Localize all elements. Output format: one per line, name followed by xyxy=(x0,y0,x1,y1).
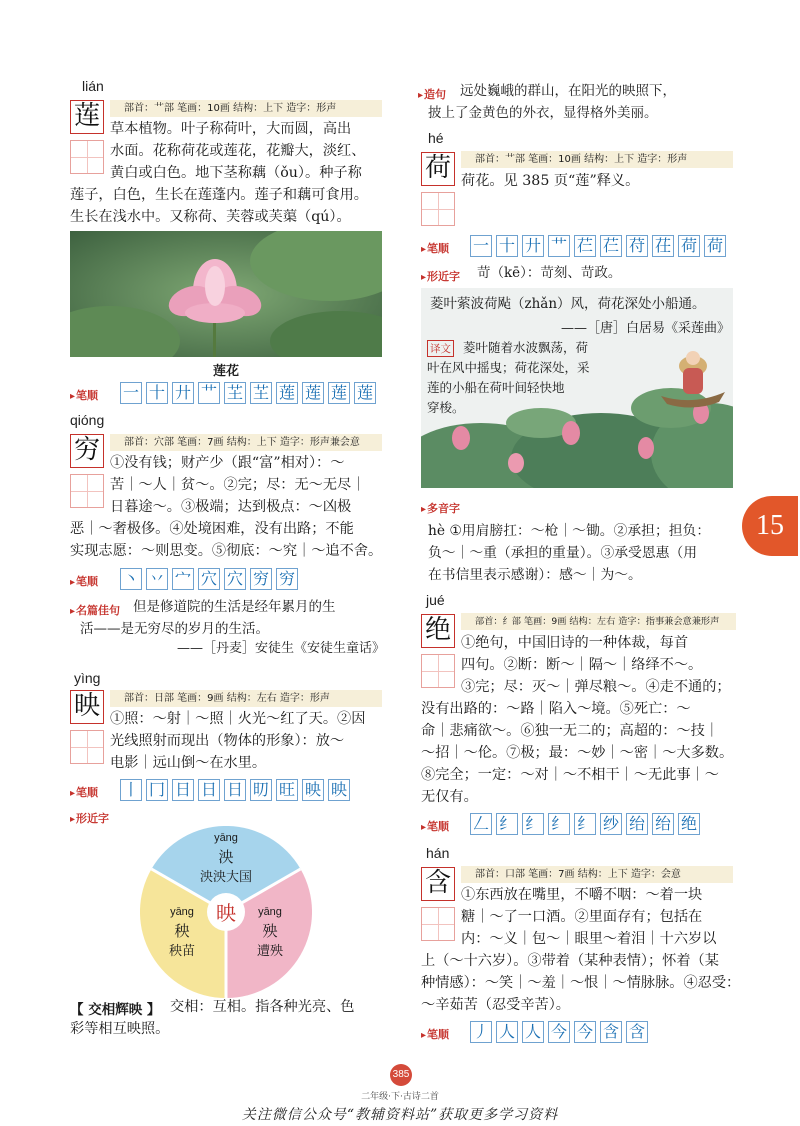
definition-lian-5: 生长在浅水中。又称荷、芙蓉或芙蕖（qú）。 xyxy=(70,209,351,225)
poem-source: ——［唐］白居易《采莲曲》 xyxy=(560,321,730,336)
stroke-step: 丷 xyxy=(146,568,168,590)
stroke-step: 绐 xyxy=(652,813,674,835)
stroke-step: 旺 xyxy=(276,779,298,801)
similar-top-pinyin: yāng xyxy=(214,832,238,844)
translation-line-3: 莲的小船在荷叶间轻快地 xyxy=(427,380,565,395)
stroke-step: 绐 xyxy=(626,813,648,835)
definition-qiong-3: 日暮途～。③极端；达到极点：～凶极 xyxy=(110,499,352,515)
stroke-step: 芏 xyxy=(250,382,272,404)
stroke-step: 映 xyxy=(302,779,324,801)
definition-ying-2: 光线照射而现出（物体的形象）：放～ xyxy=(110,733,345,749)
lotus-photo xyxy=(70,231,382,357)
pinyin-jue: jué xyxy=(426,592,445,608)
definition-jue-3: ③完；尽：灭～｜弹尽粮～。④走不通的； xyxy=(461,679,731,695)
example-line-1: 远处巍峨的群山，在阳光的映照下， xyxy=(460,83,676,99)
stroke-order-he xyxy=(470,235,726,257)
char-info-jue: 部首：纟部 笔画：9画 结构：左右 造字：指事兼会意兼形声 xyxy=(461,613,736,630)
stroke-step: 廾 xyxy=(172,382,194,404)
writing-grid xyxy=(70,140,104,174)
stroke-step: 纟 xyxy=(548,813,570,835)
stroke-step: 莲 xyxy=(328,382,350,404)
definition-qiong-4: 恶｜～奢极侈。④处境困难，没有出路；不能 xyxy=(70,521,354,537)
headword-he: 荷 xyxy=(421,152,455,186)
definition-han-1: ①东西放在嘴里，不嚼不咽：～着一块 xyxy=(461,887,703,903)
example-line-2: 披上了金黄色的外衣，显得格外美丽。 xyxy=(428,105,658,121)
stroke-step: 宀 xyxy=(172,568,194,590)
writing-grid xyxy=(421,907,455,941)
stroke-step: 穷 xyxy=(250,568,272,590)
stroke-step: 纱 xyxy=(600,813,622,835)
example-label: ▸ 造句 xyxy=(418,86,446,102)
stroke-step: 廾 xyxy=(522,235,544,257)
stroke-step: 一 xyxy=(120,382,142,404)
headword-han: 含 xyxy=(421,867,455,901)
definition-jue-6: ～招｜～伦。⑦极；最：～妙｜～密｜～大多数。 xyxy=(421,745,734,761)
writing-grid xyxy=(421,192,455,226)
definition-qiong-1: ①没有钱；财产少（跟“富”相对）：～ xyxy=(110,455,345,471)
similar-label-he: ▸ 形近字 xyxy=(421,268,460,284)
photo-caption: 莲花 xyxy=(212,364,239,379)
stroke-step: 穴 xyxy=(198,568,220,590)
phrase-title: 【 交相辉映 】 xyxy=(70,1002,161,1018)
stroke-order-qiong xyxy=(120,568,298,590)
definition-jue-4: 没有出路的：～路｜陷入～境。⑤死亡：～ xyxy=(421,701,691,717)
definition-lian-4: 莲子，白色，生长在莲蓬内。莲子和藕可食用。 xyxy=(70,187,368,203)
stroke-step: 莲 xyxy=(354,382,376,404)
stroke-step: 荷 xyxy=(678,235,700,257)
stroke-label-lian: ▸ 笔顺 xyxy=(70,387,98,403)
similar-right-pinyin: yāng xyxy=(258,906,282,918)
stroke-step: 穷 xyxy=(276,568,298,590)
translation-line-1: 菱叶随着水波飘荡，荷 xyxy=(463,340,589,355)
stroke-order-ying xyxy=(120,779,350,801)
stroke-step: 人 xyxy=(496,1021,518,1043)
stroke-step: 绝 xyxy=(678,813,700,835)
stroke-step: 旫 xyxy=(250,779,272,801)
stroke-step: 穴 xyxy=(224,568,246,590)
definition-ying-3: 电影｜远山倒～在水里。 xyxy=(110,755,267,771)
translation-line-4: 穿梭。 xyxy=(427,400,465,415)
stroke-step: 丨 xyxy=(120,779,142,801)
headword-qiong: 穷 xyxy=(70,434,104,468)
quote-label: ▸ 名篇佳句 xyxy=(70,602,120,618)
stroke-step: 莲 xyxy=(276,382,298,404)
stroke-step: 十 xyxy=(496,235,518,257)
pinyin-qiong: qióng xyxy=(70,412,105,428)
definition-ying-1: ①照：～射｜～照｜火光～红了天。②因 xyxy=(110,711,366,727)
stroke-label-he: ▸ 笔顺 xyxy=(421,240,449,256)
chapter-tab[interactable]: 15 xyxy=(742,496,798,556)
polyphone-line-3: 在书信里表示感谢）：感～｜为～。 xyxy=(428,567,642,583)
phrase-line-1: 交相：互相。指各种光亮、色 xyxy=(170,999,355,1015)
stroke-step: 一 xyxy=(470,235,492,257)
stroke-step: 今 xyxy=(548,1021,570,1043)
stroke-step: 𠃋 xyxy=(470,813,492,835)
polyphone-label: ▸ 多音字 xyxy=(421,500,460,516)
stroke-step: 日 xyxy=(198,779,220,801)
char-info-ying: 部首：日部 笔画：9画 结构：左右 造字：形声 xyxy=(110,690,382,707)
definition-jue-5: 命｜悲痛欲～。⑥独一无二的；高超的：～技｜ xyxy=(421,723,719,739)
definition-han-2: 糖｜～了一口酒。②里面存有；包括在 xyxy=(461,909,703,925)
stroke-step: 艹 xyxy=(548,235,570,257)
writing-grid xyxy=(70,730,104,764)
similar-left-pinyin: yāng xyxy=(170,906,194,918)
similar-top-word: 泱泱大国 xyxy=(199,870,252,885)
stroke-step: 含 xyxy=(626,1021,648,1043)
similar-center-char: 映 xyxy=(216,901,236,925)
headword-ying: 映 xyxy=(70,690,104,724)
stroke-step: 冂 xyxy=(146,779,168,801)
stroke-label-jue: ▸ 笔顺 xyxy=(421,818,449,834)
pinyin-lian: lián xyxy=(82,78,104,94)
definition-qiong-5: 实现志愿：～则思变。⑤彻底：～究｜～追不舍。 xyxy=(70,543,383,559)
stroke-order-lian xyxy=(120,382,376,404)
similar-left-word: 秧苗 xyxy=(168,944,195,959)
stroke-step: 映 xyxy=(328,779,350,801)
char-info-qiong: 部首：穴部 笔画：7画 结构：上下 造字：形声兼会意 xyxy=(110,434,382,451)
stroke-step: 今 xyxy=(574,1021,596,1043)
stroke-step: 丿 xyxy=(470,1021,492,1043)
stroke-step: 含 xyxy=(600,1021,622,1043)
similar-left-char: 秧 xyxy=(174,922,190,940)
stroke-step: 芏 xyxy=(224,382,246,404)
definition-jue-7: ⑧完全；一定：～对｜～不相干｜～无此事｜～ xyxy=(421,767,719,783)
translation-line-2: 叶在风中摇曳；荷花深处，采 xyxy=(427,360,590,375)
stroke-step: 日 xyxy=(224,779,246,801)
definition-jue-2: 四句。②断：断～｜隔～｜络绎不～。 xyxy=(461,657,703,673)
stroke-step: 莲 xyxy=(302,382,324,404)
stroke-step: 日 xyxy=(172,779,194,801)
char-info-he: 部首：艹部 笔画：10画 结构：上下 造字：形声 xyxy=(461,151,733,168)
quote-source: ——［丹麦］安徒生《安徒生童话》 xyxy=(176,641,385,656)
definition-han-6: ～辛茹苦（忍受辛苦）。 xyxy=(421,997,570,1013)
stroke-step: 苻 xyxy=(626,235,648,257)
similar-label-ying: ▸ 形近字 xyxy=(70,810,109,826)
quote-line-1: 但是修道院的生活是经年累月的生 xyxy=(133,599,336,615)
definition-lian-3: 黄白或白色。地下茎称藕（ǒu）。种子称 xyxy=(110,165,362,181)
stroke-step: 茌 xyxy=(652,235,674,257)
stroke-step: 人 xyxy=(522,1021,544,1043)
translation-label: 译文 xyxy=(427,340,454,357)
char-info-han: 部首：口部 笔画：7画 结构：上下 造字：会意 xyxy=(461,866,733,883)
definition-han-3: 内：～义｜包～｜眼里～着泪｜十六岁以 xyxy=(461,931,717,947)
definition-jue-8: 无仅有。 xyxy=(421,789,478,805)
stroke-step: 芢 xyxy=(574,235,596,257)
footer-subtitle: 二年级·下·古诗二首 xyxy=(361,1092,439,1102)
stroke-order-han xyxy=(470,1021,648,1043)
definition-lian-2: 水面。花称荷花或莲花，花瓣大，淡红、 xyxy=(110,143,366,159)
definition-lian-1: 草本植物。叶子称荷叶，大而圆，高出 xyxy=(110,121,352,137)
headword-lian: 莲 xyxy=(70,100,104,134)
stroke-step: 纟 xyxy=(574,813,596,835)
quote-line-2: 活——是无穷尽的岁月的生活。 xyxy=(80,621,269,637)
definition-qiong-2: 苦｜～人｜贫～。②完；尽：无～无尽｜ xyxy=(110,477,366,493)
stroke-order-jue xyxy=(470,813,700,835)
similar-top-char: 泱 xyxy=(218,848,234,866)
stroke-label-han: ▸ 笔顺 xyxy=(421,1026,449,1042)
poem-line: 菱叶萦波荷飐（zhǎn）风，荷花深处小船通。 xyxy=(430,296,706,312)
pinyin-he: hé xyxy=(428,130,444,146)
stroke-step: 纟 xyxy=(496,813,518,835)
polyphone-line-1: hè ①用肩膀扛：～枪｜～锄。②承担；担负： xyxy=(428,523,711,539)
writing-grid xyxy=(421,654,455,688)
headword-jue: 绝 xyxy=(421,614,455,648)
phrase-line-2: 彩等相互映照。 xyxy=(70,1021,170,1037)
stroke-label-ying: ▸ 笔顺 xyxy=(70,784,98,800)
similar-right-char: 殃 xyxy=(262,922,278,940)
stroke-step: 芢 xyxy=(600,235,622,257)
similar-right-word: 遭殃 xyxy=(256,944,283,959)
char-info-lian: 部首：艹部 笔画：10画 结构：上下 造字：形声 xyxy=(110,100,382,117)
stroke-step: 艹 xyxy=(198,382,220,404)
polyphone-line-2: 负～｜～重（承担的重量）。③承受恩惠（用 xyxy=(428,545,698,561)
pinyin-ying: yìng xyxy=(74,670,101,686)
similar-text-he: 苛（kē）：苛刻、苛政。 xyxy=(477,265,622,281)
page-number: 385 xyxy=(390,1064,412,1086)
writing-grid xyxy=(70,474,104,508)
definition-han-5: 种情感）：～笑｜～羞｜～恨｜～情脉脉。④忍受： xyxy=(421,975,741,991)
pinyin-han: hán xyxy=(426,845,450,861)
footer-promo: 关注微信公众号“教辅资料站”获取更多学习资料 xyxy=(241,1107,559,1123)
definition-han-4: 上（～十六岁）。③带着（某种表情）；怀着（某 xyxy=(421,953,719,969)
definition-jue-1: ①绝句，中国旧诗的一种体裁，每首 xyxy=(461,635,689,651)
definition-he: 荷花。见 385 页“莲”释义。 xyxy=(461,173,640,189)
stroke-step: 十 xyxy=(146,382,168,404)
stroke-step: 纟 xyxy=(522,813,544,835)
stroke-step: 荷 xyxy=(704,235,726,257)
stroke-label-qiong: ▸ 笔顺 xyxy=(70,573,98,589)
stroke-step: 丶 xyxy=(120,568,142,590)
